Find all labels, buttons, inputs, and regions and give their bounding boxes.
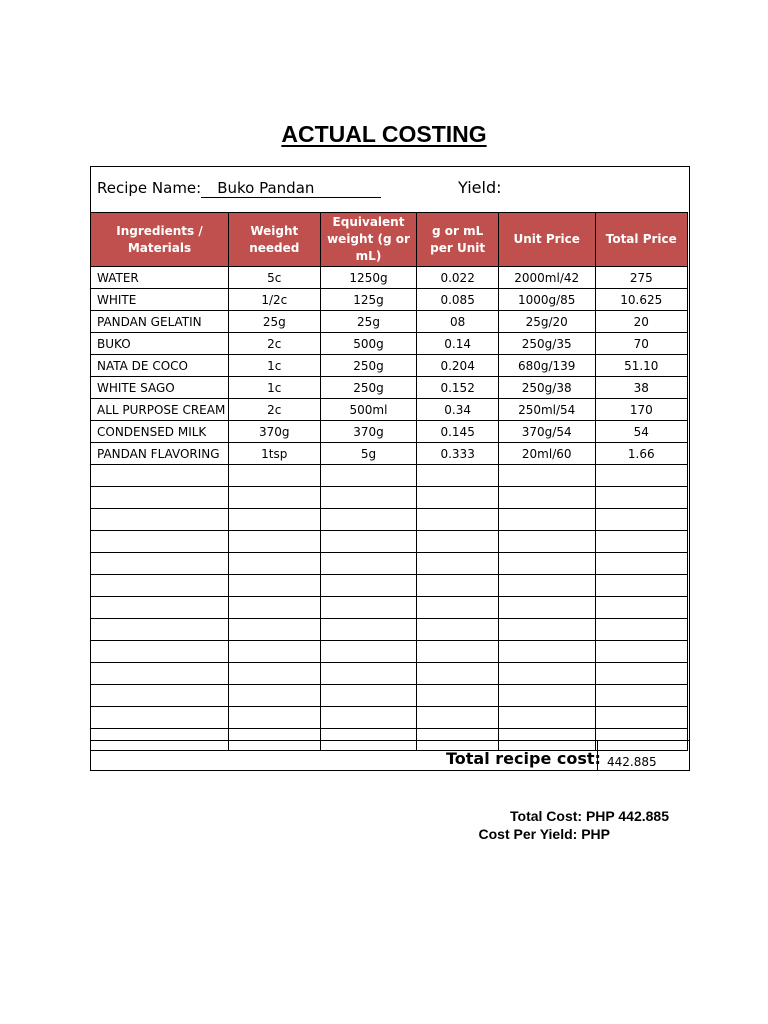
per-unit-cell: 0.022 bbox=[417, 267, 498, 289]
total-cost-line: Total Cost: PHP 442.885 bbox=[510, 808, 669, 824]
table-header-row bbox=[91, 213, 688, 267]
weight-needed-cell: 1tsp bbox=[228, 443, 320, 465]
unit-price-cell bbox=[498, 531, 595, 553]
equivalent-weight-cell bbox=[320, 619, 417, 641]
total-price-cell bbox=[595, 707, 687, 729]
ingredients-table bbox=[90, 212, 688, 751]
ingredient-cell bbox=[91, 575, 229, 597]
recipe-name-line bbox=[97, 179, 381, 198]
unit-price-cell: 2000ml/42 bbox=[498, 267, 595, 289]
table-row bbox=[91, 487, 688, 509]
total-price-cell: 170 bbox=[595, 399, 687, 421]
weight-needed-cell: 25g bbox=[228, 311, 320, 333]
per-unit-cell bbox=[417, 575, 498, 597]
total-price-cell: 275 bbox=[595, 267, 687, 289]
unit-price-cell: 20ml/60 bbox=[498, 443, 595, 465]
total-price-cell: 10.625 bbox=[595, 289, 687, 311]
per-unit-cell bbox=[417, 685, 498, 707]
table-row bbox=[91, 377, 688, 399]
unit-price-cell bbox=[498, 685, 595, 707]
equivalent-weight-cell bbox=[320, 685, 417, 707]
per-unit-cell: 08 bbox=[417, 311, 498, 333]
header-g-per-unit: g or mL per Unit bbox=[417, 213, 498, 267]
table-row bbox=[91, 575, 688, 597]
total-price-cell bbox=[595, 663, 687, 685]
table-row bbox=[91, 355, 688, 377]
unit-price-cell bbox=[498, 575, 595, 597]
unit-price-cell: 250g/38 bbox=[498, 377, 595, 399]
unit-price-cell bbox=[498, 487, 595, 509]
weight-needed-cell: 1c bbox=[228, 377, 320, 399]
weight-needed-cell: 1c bbox=[228, 355, 320, 377]
header-total-price: Total Price bbox=[595, 213, 687, 267]
per-unit-cell: 0.152 bbox=[417, 377, 498, 399]
ingredient-cell bbox=[91, 663, 229, 685]
header-weight-needed: Weight needed bbox=[228, 213, 320, 267]
per-unit-cell bbox=[417, 641, 498, 663]
total-recipe-cost-row bbox=[91, 740, 689, 771]
unit-price-cell: 25g/20 bbox=[498, 311, 595, 333]
page-title: ACTUAL COSTING bbox=[281, 121, 487, 147]
equivalent-weight-cell: 5g bbox=[320, 443, 417, 465]
yield-label: Yield: bbox=[458, 178, 502, 197]
total-price-cell: 54 bbox=[595, 421, 687, 443]
equivalent-weight-cell bbox=[320, 707, 417, 729]
ingredient-cell: WHITE bbox=[91, 289, 229, 311]
table-row bbox=[91, 531, 688, 553]
unit-price-cell bbox=[498, 597, 595, 619]
table-row bbox=[91, 597, 688, 619]
equivalent-weight-cell: 1250g bbox=[320, 267, 417, 289]
equivalent-weight-cell: 25g bbox=[320, 311, 417, 333]
equivalent-weight-cell: 125g bbox=[320, 289, 417, 311]
table-row bbox=[91, 333, 688, 355]
table-row bbox=[91, 553, 688, 575]
weight-needed-cell: 370g bbox=[228, 421, 320, 443]
weight-needed-cell: 5c bbox=[228, 267, 320, 289]
unit-price-cell: 250ml/54 bbox=[498, 399, 595, 421]
per-unit-cell bbox=[417, 553, 498, 575]
total-price-cell: 20 bbox=[595, 311, 687, 333]
table-row bbox=[91, 619, 688, 641]
weight-needed-cell: 1/2c bbox=[228, 289, 320, 311]
per-unit-cell bbox=[417, 487, 498, 509]
ingredient-cell: ALL PURPOSE CREAM bbox=[91, 399, 229, 421]
equivalent-weight-cell bbox=[320, 531, 417, 553]
table-row bbox=[91, 707, 688, 729]
total-price-cell bbox=[595, 465, 687, 487]
total-price-cell bbox=[595, 509, 687, 531]
equivalent-weight-cell bbox=[320, 509, 417, 531]
table-row bbox=[91, 421, 688, 443]
total-price-cell: 1.66 bbox=[595, 443, 687, 465]
weight-needed-cell bbox=[228, 619, 320, 641]
costing-sheet bbox=[90, 166, 690, 771]
ingredient-cell: PANDAN FLAVORING bbox=[91, 443, 229, 465]
recipe-name-value: Buko Pandan bbox=[201, 180, 381, 198]
ingredient-cell bbox=[91, 531, 229, 553]
per-unit-cell bbox=[417, 663, 498, 685]
unit-price-cell bbox=[498, 465, 595, 487]
ingredient-cell bbox=[91, 619, 229, 641]
per-unit-cell: 0.333 bbox=[417, 443, 498, 465]
total-price-cell bbox=[595, 685, 687, 707]
ingredient-cell bbox=[91, 487, 229, 509]
per-unit-cell bbox=[417, 531, 498, 553]
ingredient-cell bbox=[91, 685, 229, 707]
total-price-cell bbox=[595, 575, 687, 597]
ingredient-cell bbox=[91, 707, 229, 729]
total-price-cell: 70 bbox=[595, 333, 687, 355]
table-row bbox=[91, 685, 688, 707]
unit-price-cell: 250g/35 bbox=[498, 333, 595, 355]
equivalent-weight-cell bbox=[320, 553, 417, 575]
cost-summary bbox=[0, 807, 669, 843]
total-price-cell bbox=[595, 487, 687, 509]
ingredient-cell: CONDENSED MILK bbox=[91, 421, 229, 443]
per-unit-cell: 0.34 bbox=[417, 399, 498, 421]
unit-price-cell: 370g/54 bbox=[498, 421, 595, 443]
ingredient-cell bbox=[91, 641, 229, 663]
header-ingredients: Ingredients / Materials bbox=[91, 213, 229, 267]
equivalent-weight-cell bbox=[320, 663, 417, 685]
weight-needed-cell bbox=[228, 707, 320, 729]
cost-per-yield-line: Cost Per Yield: PHP bbox=[478, 826, 610, 842]
per-unit-cell: 0.204 bbox=[417, 355, 498, 377]
equivalent-weight-cell bbox=[320, 641, 417, 663]
weight-needed-cell bbox=[228, 487, 320, 509]
recipe-name-label: Recipe Name: bbox=[97, 179, 202, 197]
weight-needed-cell bbox=[228, 509, 320, 531]
total-price-cell: 38 bbox=[595, 377, 687, 399]
equivalent-weight-cell bbox=[320, 465, 417, 487]
unit-price-cell bbox=[498, 707, 595, 729]
table-row bbox=[91, 663, 688, 685]
weight-needed-cell bbox=[228, 553, 320, 575]
unit-price-cell bbox=[498, 663, 595, 685]
total-recipe-cost-box bbox=[597, 741, 689, 771]
table-row bbox=[91, 311, 688, 333]
total-price-cell bbox=[595, 553, 687, 575]
total-recipe-cost-value: 442.885 bbox=[607, 755, 657, 769]
per-unit-cell: 0.085 bbox=[417, 289, 498, 311]
ingredient-cell: NATA DE COCO bbox=[91, 355, 229, 377]
equivalent-weight-cell: 250g bbox=[320, 355, 417, 377]
equivalent-weight-cell bbox=[320, 487, 417, 509]
ingredient-cell: PANDAN GELATIN bbox=[91, 311, 229, 333]
weight-needed-cell bbox=[228, 531, 320, 553]
unit-price-cell bbox=[498, 509, 595, 531]
unit-price-cell bbox=[498, 619, 595, 641]
per-unit-cell bbox=[417, 509, 498, 531]
ingredient-cell bbox=[91, 509, 229, 531]
per-unit-cell: 0.145 bbox=[417, 421, 498, 443]
table-row bbox=[91, 289, 688, 311]
weight-needed-cell bbox=[228, 597, 320, 619]
equivalent-weight-cell: 250g bbox=[320, 377, 417, 399]
equivalent-weight-cell: 370g bbox=[320, 421, 417, 443]
total-recipe-cost-label: Total recipe cost: bbox=[446, 749, 601, 768]
ingredient-cell bbox=[91, 465, 229, 487]
equivalent-weight-cell: 500ml bbox=[320, 399, 417, 421]
per-unit-cell bbox=[417, 707, 498, 729]
ingredient-cell bbox=[91, 597, 229, 619]
total-price-cell bbox=[595, 531, 687, 553]
ingredient-cell: BUKO bbox=[91, 333, 229, 355]
weight-needed-cell bbox=[228, 575, 320, 597]
table-row bbox=[91, 465, 688, 487]
table-row bbox=[91, 509, 688, 531]
weight-needed-cell bbox=[228, 641, 320, 663]
equivalent-weight-cell bbox=[320, 575, 417, 597]
per-unit-cell bbox=[417, 465, 498, 487]
unit-price-cell bbox=[498, 553, 595, 575]
table-row bbox=[91, 267, 688, 289]
unit-price-cell bbox=[498, 641, 595, 663]
total-price-cell bbox=[595, 641, 687, 663]
weight-needed-cell: 2c bbox=[228, 399, 320, 421]
ingredient-cell bbox=[91, 553, 229, 575]
ingredient-cell: WATER bbox=[91, 267, 229, 289]
weight-needed-cell bbox=[228, 685, 320, 707]
table-row bbox=[91, 443, 688, 465]
equivalent-weight-cell bbox=[320, 597, 417, 619]
total-price-cell bbox=[595, 619, 687, 641]
per-unit-cell bbox=[417, 597, 498, 619]
ingredient-cell: WHITE SAGO bbox=[91, 377, 229, 399]
equivalent-weight-cell: 500g bbox=[320, 333, 417, 355]
per-unit-cell bbox=[417, 619, 498, 641]
total-price-cell: 51.10 bbox=[595, 355, 687, 377]
header-unit-price: Unit Price bbox=[498, 213, 595, 267]
header-equivalent-weight: Equivalent weight (g or mL) bbox=[320, 213, 417, 267]
table-row bbox=[91, 641, 688, 663]
total-price-cell bbox=[595, 597, 687, 619]
per-unit-cell: 0.14 bbox=[417, 333, 498, 355]
unit-price-cell: 1000g/85 bbox=[498, 289, 595, 311]
weight-needed-cell: 2c bbox=[228, 333, 320, 355]
weight-needed-cell bbox=[228, 465, 320, 487]
table-row bbox=[91, 399, 688, 421]
weight-needed-cell bbox=[228, 663, 320, 685]
unit-price-cell: 680g/139 bbox=[498, 355, 595, 377]
